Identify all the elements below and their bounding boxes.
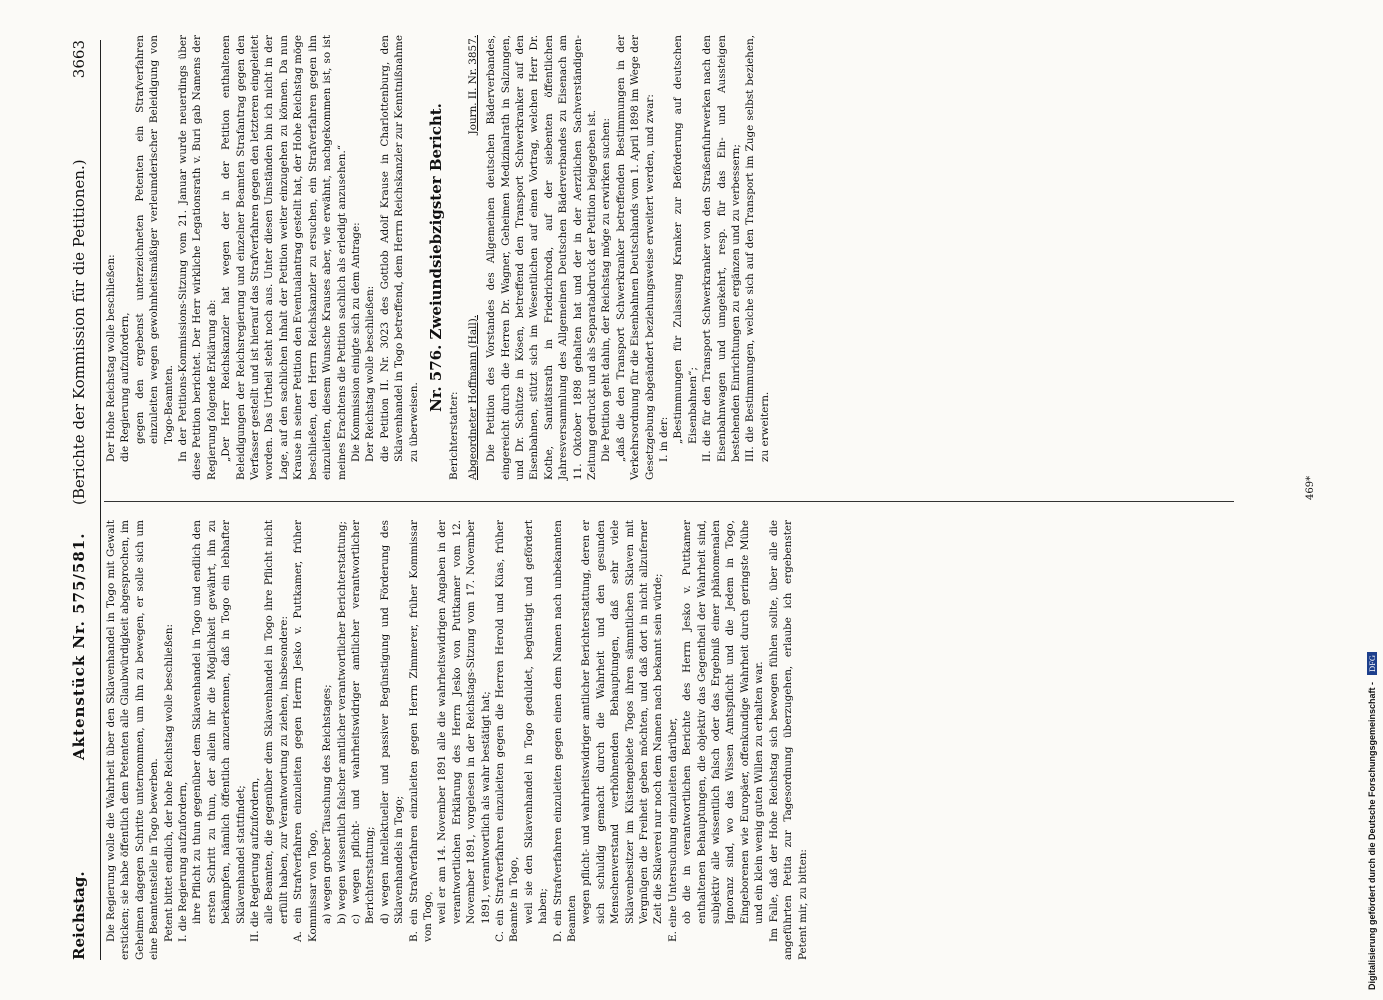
paragraph: III. die Bestimmungen, welche sich auf den Transport im Zuge selbst beziehen, zu erweitern.	[744, 35, 771, 462]
left-column	[104, 520, 810, 960]
paragraph: „daß die den Transport Schwerkranker betreffenden Bestimmungen in der Verkehrsordnung für die Eisenbahnen Deutschlands vom 1. April 1898 im Wege der Gesetzgebung abgeändert beziehungsweise erweitert werden, und zwar:	[614, 35, 656, 480]
signature-mark: 469*	[1305, 475, 1316, 500]
paragraph: Im Falle, daß der Hohe Reichstag sich bewogen fühlen sollte, über alle die angeführten Petita zur Tagesordnung überzugehen, erlaube ich ergebenster Petent mir, zu bitten:	[767, 520, 809, 960]
right-column-top	[104, 35, 421, 480]
paragraph: ob die in verantwortlichen Berichte des Herrn Jesko v. Puttkamer enthaltenen Behauptungen, die objektiv das Gegentheil der Wahrheit sind, subjektiv alle wissentlich falsch oder das Ergebniß einer phänomenalen Ignoranz sind, wo das Wissen Amtspflicht und die Jedem in Togo, Eingeborenen wie Europäer, offenkundige Wahrheit durch geringste Mühe und ein klein wenig guten Willen zu erhalten war.	[681, 520, 766, 924]
right-column	[104, 35, 772, 480]
paragraph: b) wegen wissentlich falscher amtlicher verantwortlicher Berichterstattung;	[335, 520, 348, 924]
reporter-detail	[466, 35, 480, 480]
paragraph: weil er am 14. November 1891 alle die wahrheitswidrigen Angaben in der verantwortlichen Erklärung des Herrn Jesko von Puttkamer vom 12. November 1891, vorgelesen in der Reichstags-Sitzung vom 17. November 1891, verantwortlich als wahr bestätigt hat;	[436, 520, 492, 924]
header-section-title: (Berichte der Kommission für die Petitionen.)	[70, 159, 88, 505]
paragraph: die Regierung aufzufordern,	[119, 312, 132, 462]
right-column-bottom	[484, 35, 772, 480]
reporter-line	[447, 35, 461, 480]
paragraph: C. ein Strafverfahren einzuleiten gegen die Herren Herold und Küas, früher Beamte in Togo,	[493, 520, 521, 942]
paragraph: Die Kommission einigte sich zu dem Antrage:	[349, 222, 362, 462]
paragraph: D. ein Strafverfahren einzuleiten gegen einen dem Namen nach unbekannten Beamten	[551, 520, 578, 942]
paragraph: Die Petition geht dahin, der Reichstag möge zu erwirken suchen:	[600, 118, 613, 462]
paragraph: Petent bittet endlich, der hohe Reichstag wolle beschließen:	[162, 624, 175, 942]
paragraph: II. die für den Transport Schwerkranker von den Straßenfuhrwerken nach den Eisenbahnwagen und umgekehrt, resp. für das Ein- und Aussteigen bestehenden Einrichtungen zu ergänzen und zu verbessern;	[701, 35, 743, 462]
page-number: 3663	[70, 40, 88, 79]
paragraph: B. ein Strafverfahren einzuleiten gegen Herrn Zimmerer, früher Kommissar von Togo,	[407, 520, 434, 942]
journal-number: Journ. II. Nr. 3857.	[466, 35, 479, 135]
paragraph: Die Petition des Vorstandes des Allgemeinen deutschen Bäderverbandes, eingereicht durch die Herren Dr. Wagner, Geheimen Medizinalrath in Salzungen, und Dr. Schütze in Kösen, betreffend den Transport Schwerkranker auf den Eisenbahnen, stützt sich im Wesentlichen auf einen Vortrag, welchen Herr Dr. Kothe, Sanitätsrath in Friedrichroda, auf der siebenten öffentlichen Jahresversammlung des Allgemeinen Deutschen Bäderverbandes zu Eisenach am 11. Oktober 1898 gehalten hat und der in der Aerztlichen Sachverständigen-Zeitung gedruckt und als Separatabdruck der Petition beigegeben ist.	[485, 35, 598, 480]
paragraph: Der Reichstag wolle beschließen:	[364, 285, 377, 462]
column-divider	[104, 501, 1234, 502]
paragraph: II. die Regierung aufzufordern,	[249, 777, 262, 942]
paragraph: „Bestimmungen für Zulassung Kranker zur Beförderung auf deutschen Eisenbahnen“;	[672, 35, 699, 444]
paragraph: d) wegen intellektueller und passiver Begünstigung und Förderung des Sklavenhandels in Togo;	[378, 520, 406, 924]
header-left: Reichstag.	[70, 871, 88, 960]
report-heading: Nr. 576. Zweiundsiebzigster Bericht.	[426, 103, 445, 412]
reporter-name: Abgeordneter Hoffmann (Hall).	[466, 314, 479, 480]
paragraph: Die Regierung wolle die Wahrheit über den Sklavenhandel in Togo mit Gewalt ersticken; sie habe öffentlich dem Petenten alle Glaubwürdigkeit abgesprochen, im Geheimen dagegen Schritte unternommen, um ihn zu bewegen, er solle sich um eine Beamtenstelle in Togo bewerben.	[105, 520, 161, 960]
paragraph: In der Petitions-Kommissions-Sitzung vom 21. Januar wurde neuerdings über diese Petition berichtet. Der Herr wirkliche Legationsrath v. Buri gab Namens der Regierung folgende Erklärung ab:	[177, 35, 218, 480]
paragraph: gegen den ergebenst unterzeichneten Petenten ein Strafverfahren einzuleiten wegen gewohnheitsmäßiger verleumderischer Beleidigung von Togo-Beamten.	[133, 35, 175, 444]
reporter-label: Berichterstatter:	[448, 391, 461, 480]
paragraph: „Der Herr Reichskanzler hat wegen der in der Petition enthaltenen Beleidigungen der Reichsregierung und einzelner Beamten Strafantrag gegen den Verfasser gestellt und ist hierauf das Strafverfahren gegen den letzteren eingeleitet worden. Das Urtheil steht noch aus. Unter diesen Umständen bin ich nicht in der Lage, auf den sachlichen Inhalt der Petition weiter einzugehen zu können. Da nun Krause in seiner Petition den Eventualantrag gestellt hat, der Hohe Reichstag möge beschließen, den Herrn Reichskanzler zu ersuchen, ein Strafverfahren gegen ihn einzuleiten, diesem Wunsche Krauses aber, wie erwähnt, nachgekommen ist, so ist meines Erachtens die Petition sachlich als erledigt anzusehen.“	[220, 35, 348, 480]
footer-strip	[1362, 0, 1380, 990]
footer-text: Digitalisierung gefördert durch die Deutsche Forschungsgemeinschaft -	[1367, 681, 1377, 990]
paragraph: a) wegen grober Täuschung des Reichstages;	[321, 684, 334, 924]
paragraph: Der Hohe Reichstag wolle beschließen:	[105, 254, 117, 462]
dfg-logo: DFG	[1367, 652, 1377, 675]
paragraph: c) wegen pflicht- und wahrheitswidriger amtlicher verantwortlicher Berichterstattung;	[349, 520, 377, 924]
paragraph: E. eine Untersuchung einzuleiten darüber,	[666, 717, 679, 942]
paragraph: A. ein Strafverfahren einzuleiten gegen Herrn Jesko v. Puttkamer, früher Kommissar von Togo,	[292, 520, 319, 942]
paragraph: weil sie den Sklavenhandel in Togo geduldet, begünstigt und gefördert haben;	[522, 520, 550, 924]
paragraph: wegen pflicht- und wahrheitswidriger amtlicher Berichterstattung, deren er sich schuldig gemacht durch die Wahrheit und den gesunden Menschenverstand verhöhnenden Behauptungen, daß sehr viele Sklavenbesitzer im Küstengebiete Togos ihren sämmtlichen Sklaven mit Vergnügen die Freiheit geben möchten, und daß dort in nicht allzuferner Zeit die Sklaverei nur noch dem Namen nach bekannt sein würde;	[580, 520, 665, 924]
paragraph: I. in der:	[658, 416, 671, 462]
page-header	[60, 40, 94, 960]
paragraph: alle Beamten, die gegenüber dem Sklavenhandel in Togo ihre Pflicht nicht erfüllt haben, zur Verantwortung zu ziehen, insbesondere:	[263, 520, 290, 924]
paragraph: die Petition II. Nr. 3023 des Gottlob Adolf Krause in Charlottenburg, den Sklavenhandel in Togo betreffend, dem Herrn Reichskanzler zur Kenntnißnahme zu überweisen.	[378, 35, 420, 462]
paragraph: ihre Pflicht zu thun gegenüber dem Sklavenhandel in Togo und endlich den ersten Schritt zu thun, der allein ihr die Möglichkeit gewährt, ihn zu bekämpfen, nämlich öffentlich anzuerkennen, daß in Togo ein lebhafter Sklavenhandel stattfindet;	[191, 520, 247, 924]
header-rule	[100, 40, 101, 960]
header-document-number: Aktenstück Nr. 575/581.	[70, 532, 88, 760]
paragraph: I. die Regierung aufzufordern,	[177, 781, 190, 942]
